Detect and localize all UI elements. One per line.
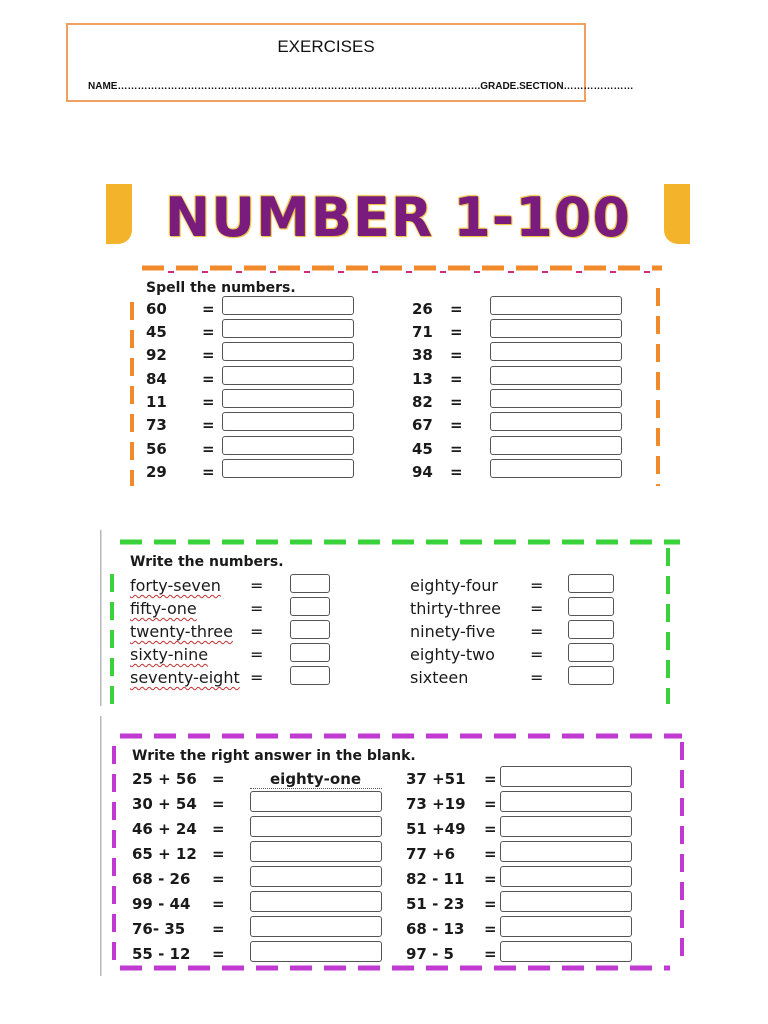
example-answer: eighty-one	[270, 770, 362, 788]
answer-field[interactable]	[250, 791, 382, 812]
equals-sign: =	[530, 576, 544, 595]
left-number: 11	[146, 393, 167, 411]
number-word: eighty-four	[410, 576, 498, 595]
math-problem: 73 +19	[406, 795, 466, 813]
math-problem: 65 + 12	[132, 845, 197, 863]
number-word: fifty-one	[130, 599, 197, 618]
number-word: twenty-three	[130, 622, 233, 641]
equals-sign: =	[212, 945, 225, 963]
equals-sign: =	[202, 300, 215, 318]
answer-field[interactable]	[500, 916, 632, 937]
answer-field[interactable]	[290, 574, 330, 593]
equals-sign: =	[202, 370, 215, 388]
equals-sign: =	[450, 346, 463, 364]
equals-sign: =	[484, 795, 497, 813]
left-number: 92	[146, 346, 167, 364]
equals-sign: =	[250, 599, 264, 618]
right-number: 13	[412, 370, 433, 388]
equals-sign: =	[530, 645, 544, 664]
number-word: sixty-nine	[130, 645, 209, 664]
number-word: seventy-eight	[130, 668, 240, 687]
name-grade-line[interactable]: NAME……………………………………………………………………………………………….GRADE.SECTION…………………	[88, 81, 634, 92]
equals-sign: =	[484, 870, 497, 888]
number-word: ninety-five	[410, 622, 496, 641]
equals-sign: =	[450, 370, 463, 388]
answer-field[interactable]	[222, 412, 354, 431]
spell-numbers-panel	[106, 184, 690, 486]
header-box	[66, 23, 634, 102]
right-number: 26	[412, 300, 433, 318]
answer-field[interactable]	[222, 366, 354, 385]
equals-sign: =	[484, 820, 497, 838]
worksheet-title: EXERCISES	[277, 37, 375, 56]
math-problem: 25 + 56	[132, 770, 197, 788]
answer-field[interactable]	[250, 841, 382, 862]
left-number: 45	[146, 323, 167, 341]
equals-sign: =	[202, 346, 215, 364]
math-problem: 51 - 23	[406, 895, 465, 913]
answer-field[interactable]	[222, 436, 354, 455]
answer-line	[250, 788, 382, 789]
answer-field[interactable]	[500, 866, 632, 887]
answer-field[interactable]	[250, 941, 382, 962]
answer-field[interactable]	[222, 389, 354, 408]
answer-field[interactable]	[500, 766, 632, 787]
instruction-spell: Spell the numbers.	[146, 280, 296, 296]
equals-sign: =	[450, 300, 463, 318]
equals-sign: =	[202, 463, 215, 481]
answer-field[interactable]	[250, 866, 382, 887]
equals-sign: =	[212, 845, 225, 863]
math-problem: 37 +51	[406, 770, 466, 788]
answer-field[interactable]	[490, 319, 622, 338]
answer-field[interactable]	[490, 296, 622, 315]
right-number: 82	[412, 393, 433, 411]
equals-sign: =	[484, 845, 497, 863]
answer-field[interactable]	[290, 643, 330, 662]
equals-sign: =	[212, 770, 225, 788]
math-problem: 68 - 26	[132, 870, 191, 888]
number-range-title: NUMBER 1-100	[165, 186, 631, 249]
answer-field[interactable]	[222, 319, 354, 338]
answer-field[interactable]	[568, 620, 614, 639]
answer-field[interactable]	[568, 666, 614, 685]
answer-field[interactable]	[490, 366, 622, 385]
equals-sign: =	[250, 645, 264, 664]
math-problem: 30 + 54	[132, 795, 197, 813]
instruction-write-numbers: Write the numbers.	[130, 554, 284, 570]
answer-field[interactable]	[490, 389, 622, 408]
number-word: sixteen	[410, 668, 469, 687]
answer-field[interactable]	[568, 643, 614, 662]
answer-field[interactable]	[222, 296, 354, 315]
answer-field[interactable]	[490, 412, 622, 431]
number-word: thirty-three	[410, 599, 501, 618]
math-problem: 76- 35	[132, 920, 186, 938]
right-number: 38	[412, 346, 433, 364]
answer-field[interactable]	[490, 436, 622, 455]
left-number: 60	[146, 300, 167, 318]
math-problem: 68 - 13	[406, 920, 465, 938]
answer-field[interactable]	[490, 342, 622, 361]
equals-sign: =	[450, 323, 463, 341]
answer-field[interactable]	[250, 816, 382, 837]
answer-field[interactable]	[222, 459, 354, 478]
answer-blank-panel	[100, 716, 696, 976]
math-problem: 99 - 44	[132, 895, 191, 913]
equals-sign: =	[530, 622, 544, 641]
left-number: 84	[146, 370, 167, 388]
equals-sign: =	[450, 463, 463, 481]
equals-sign: =	[484, 945, 497, 963]
equals-sign: =	[250, 576, 264, 595]
equals-sign: =	[212, 820, 225, 838]
equals-sign: =	[530, 668, 544, 687]
equals-sign: =	[202, 440, 215, 458]
equals-sign: =	[202, 416, 215, 434]
answer-field[interactable]	[250, 891, 382, 912]
answer-field[interactable]	[250, 916, 382, 937]
answer-field[interactable]	[490, 459, 622, 478]
math-problem: 55 - 12	[132, 945, 191, 963]
math-problem: 82 - 11	[406, 870, 465, 888]
equals-sign: =	[202, 323, 215, 341]
number-word: forty-seven	[130, 576, 221, 595]
equals-sign: =	[530, 599, 544, 618]
equals-sign: =	[250, 668, 264, 687]
equals-sign: =	[450, 440, 463, 458]
answer-field[interactable]	[500, 816, 632, 837]
equals-sign: =	[202, 393, 215, 411]
right-number: 67	[412, 416, 433, 434]
equals-sign: =	[484, 920, 497, 938]
equals-sign: =	[450, 416, 463, 434]
write-numbers-panel	[100, 528, 694, 706]
equals-sign: =	[250, 622, 264, 641]
answer-field[interactable]	[290, 597, 330, 616]
number-word: eighty-two	[410, 645, 495, 664]
math-problem: 51 +49	[406, 820, 466, 838]
right-number: 71	[412, 323, 433, 341]
equals-sign: =	[212, 795, 225, 813]
equals-sign: =	[212, 895, 225, 913]
answer-field[interactable]	[500, 891, 632, 912]
answer-field[interactable]	[568, 597, 614, 616]
equals-sign: =	[484, 895, 497, 913]
answer-field[interactable]	[568, 574, 614, 593]
math-problem: 77 +6	[406, 845, 456, 863]
left-number: 56	[146, 440, 167, 458]
equals-sign: =	[484, 770, 497, 788]
equals-sign: =	[212, 870, 225, 888]
equals-sign: =	[212, 920, 225, 938]
answer-field[interactable]	[500, 841, 632, 862]
answer-field[interactable]	[290, 666, 330, 685]
answer-field[interactable]	[500, 791, 632, 812]
left-number: 73	[146, 416, 167, 434]
math-problem: 46 + 24	[132, 820, 197, 838]
answer-field[interactable]	[222, 342, 354, 361]
equals-sign: =	[450, 393, 463, 411]
answer-field[interactable]	[500, 941, 632, 962]
right-number: 94	[412, 463, 433, 481]
instruction-right-answer: Write the right answer in the blank.	[132, 748, 416, 764]
left-number: 29	[146, 463, 167, 481]
answer-field[interactable]	[290, 620, 330, 639]
math-problem: 97 - 5	[406, 945, 454, 963]
right-number: 45	[412, 440, 433, 458]
